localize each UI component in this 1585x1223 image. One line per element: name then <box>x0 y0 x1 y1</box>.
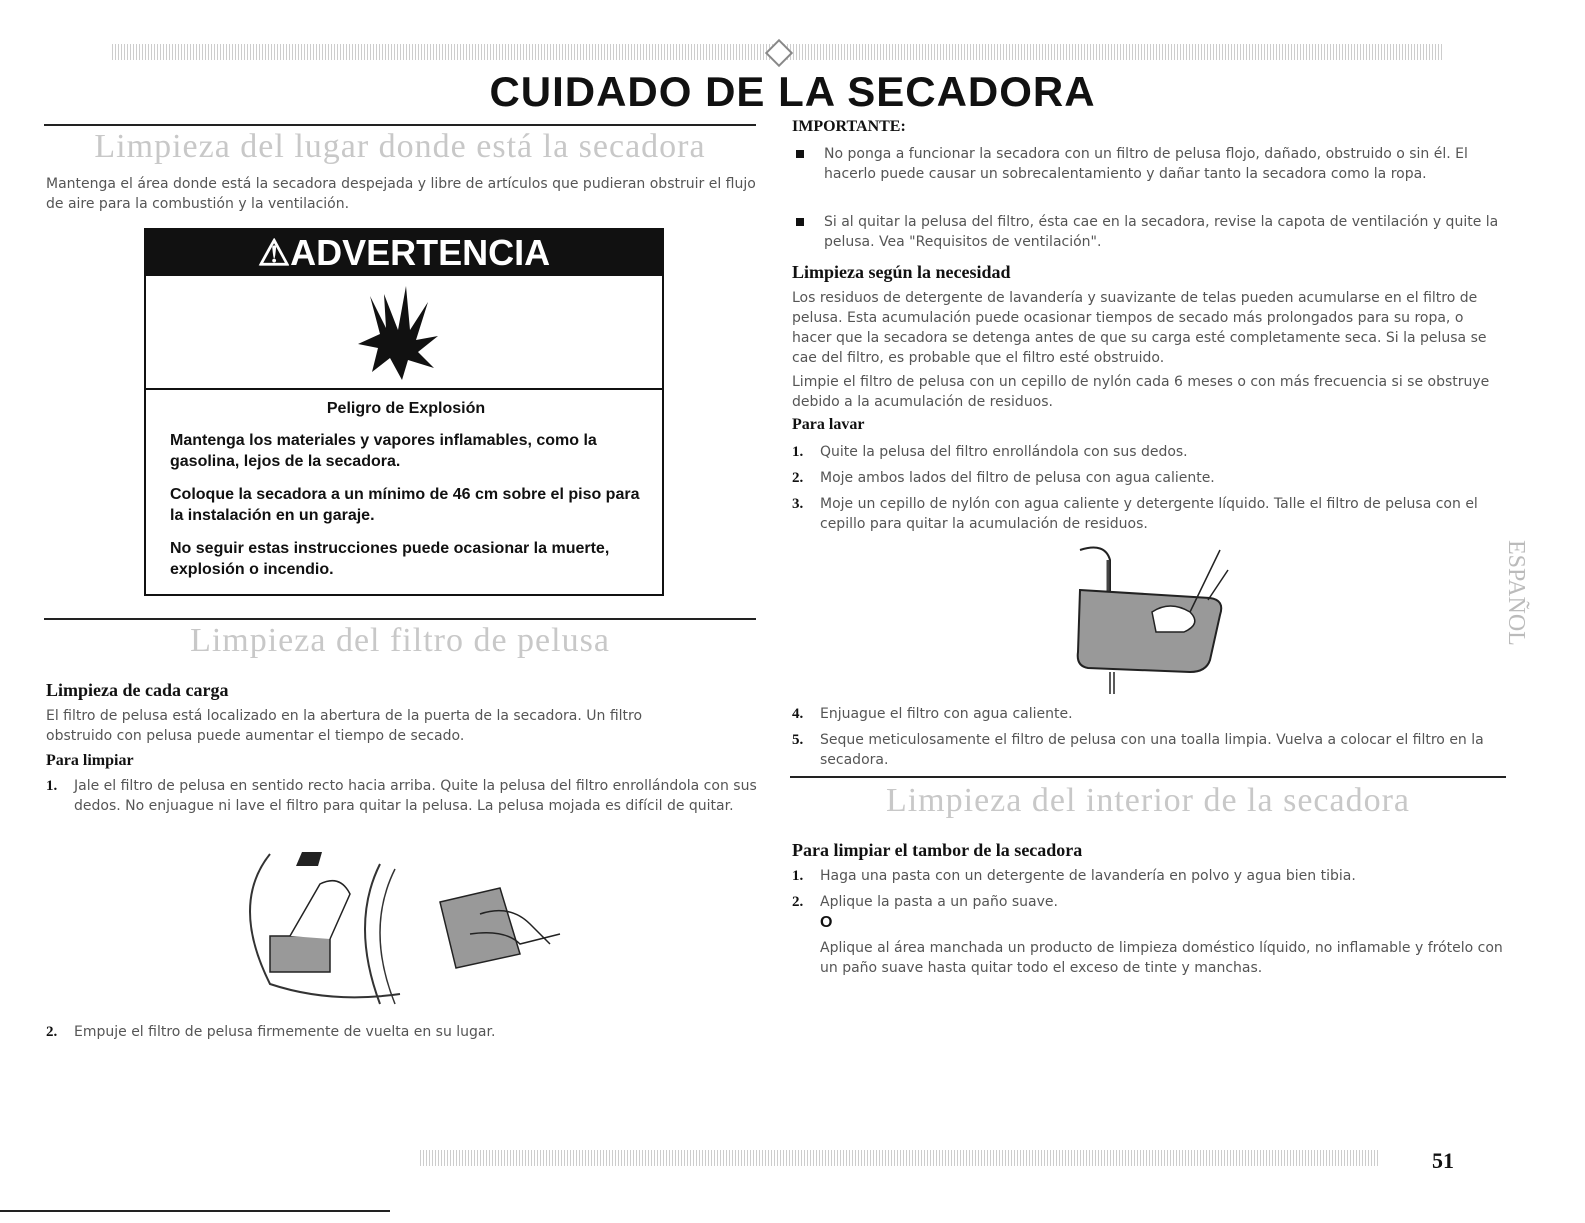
bullet-text: No ponga a funcionar la secadora con un filtro de pelusa flojo, dañado, obstruido o sin él. El hacerlo puede causar un sobrecalentamiento y dañar tanto la secadora como la ropa. <box>824 146 1468 182</box>
list-item <box>792 468 1504 488</box>
list-item <box>792 494 1504 534</box>
warning-line: Mantenga los materiales y vapores inflamables, como la gasolina, lejos de la secadora. <box>170 432 597 470</box>
filter-washing-illustration <box>1060 540 1240 700</box>
warning-header <box>146 230 662 276</box>
page-edge-line <box>0 1210 390 1212</box>
list-item <box>792 704 1504 724</box>
step-number: 2. <box>792 894 804 910</box>
step-text: Enjuague el filtro con agua caliente. <box>820 706 1073 722</box>
list-item <box>46 1022 758 1042</box>
warning-box <box>144 228 664 596</box>
section-divider <box>44 124 756 126</box>
section-title-interior: Limpieza del interior de la secadora <box>885 782 1411 819</box>
step-text: Jale el filtro de pelusa en sentido recto hacia arriba. Quite la pelusa del filtro enrollándola con sus dedos. No enjuague ni lave el filtro para quitar la pelusa. La pelusa mojada es difícil de quitar. <box>74 778 757 814</box>
list-item <box>796 144 1508 204</box>
warning-header-label: ADVERTENCIA <box>290 232 551 273</box>
warning-icon-area <box>146 276 662 390</box>
step-text: Quite la pelusa del filtro enrollándola con sus dedos. <box>820 444 1188 460</box>
subheading-to-wash: Para lavar <box>792 416 865 433</box>
square-bullet-icon <box>796 218 804 226</box>
step-text: Seque meticulosamente el filtro de pelusa con una toalla limpia. Vuelva a colocar el filtro en la secadora. <box>820 732 1484 768</box>
step-number: 2. <box>792 470 804 486</box>
list-item <box>792 442 1504 462</box>
list-item <box>792 866 1504 886</box>
page-title: CUIDADO DE LA SECADORA <box>489 68 1096 115</box>
each-load-paragraph: El filtro de pelusa está localizado en la abertura de la puerta de la secadora. Un filtro obstruido con pelusa puede aumentar el tiempo de secado. <box>46 708 643 744</box>
step-number: 1. <box>792 868 804 884</box>
as-needed-paragraph-2: Limpie el filtro de pelusa con un cepillo de nylón cada 6 meses o con más frecuencia si se obstruye debido a la acumulación de residuos. <box>792 374 1490 410</box>
section-title-location: Limpieza del lugar donde está la secadora <box>94 128 706 165</box>
warning-line: Coloque la secadora a un mínimo de 46 cm sobre el piso para la instalación en un garaje. <box>170 486 640 524</box>
section-divider <box>790 776 1506 778</box>
location-paragraph: Mantenga el área donde está la secadora despejada y libre de artículos que pudieran obstruir el flujo de aire para la combustión y la ventilación. <box>46 176 756 212</box>
step-text: Moje un cepillo de nylón con agua caliente y detergente líquido. Talle el filtro de pelusa con el cepillo para quitar la acumulación de residuos. <box>820 496 1478 532</box>
list-item <box>46 776 758 840</box>
language-tab-label: ESPAÑOL <box>1503 540 1529 646</box>
explosion-icon <box>146 276 662 388</box>
section-divider <box>44 618 756 620</box>
page-number: 51 <box>1432 1148 1454 1173</box>
bullet-text: Si al quitar la pelusa del filtro, ésta cae en la secadora, revise la capota de ventilación y quite la pelusa. Vea "Requisitos de ventilación". <box>824 214 1499 250</box>
square-bullet-icon <box>796 150 804 158</box>
subheading-as-needed: Limpieza según la necesidad <box>792 262 1011 282</box>
subheading-drum: Para limpiar el tambor de la secadora <box>792 840 1083 860</box>
step-number: 1. <box>792 444 804 460</box>
or-label: O <box>820 914 833 931</box>
warning-line: No seguir estas instrucciones puede ocasionar la muerte, explosión o incendio. <box>170 540 610 578</box>
as-needed-paragraph-1: Los residuos de detergente de lavandería y suavizante de telas pueden acumularse en el filtro de pelusa. Esta acumulación puede ocasionar tiempos de secado más prolongados para su ropa, o hacer que la secadora se detenga antes de que su carga esté completamente seca. Si la pelusa se cae del filtro, es probable que el filtro esté obstruido. <box>792 290 1487 366</box>
bottom-decorative-band <box>420 1150 1380 1166</box>
section-title-lint-filter: Limpieza del filtro de pelusa <box>190 622 610 659</box>
alternative-text: Aplique al área manchada un producto de limpieza doméstico líquido, no inflamable y frótelo con un paño suave hasta quitar todo el exceso de tinte y manchas. <box>820 940 1503 976</box>
warning-text <box>170 400 642 580</box>
subheading-each-load: Limpieza de cada carga <box>46 680 229 700</box>
language-tab <box>1505 540 1535 646</box>
step-number: 2. <box>46 1024 58 1040</box>
warning-triangle-icon: ⚠ <box>257 232 291 273</box>
hazard-title: Peligro de Explosión <box>326 400 486 417</box>
subheading-to-clean: Para limpiar <box>46 752 134 769</box>
step-number: 3. <box>792 496 804 512</box>
step-number: 1. <box>46 778 58 794</box>
list-item <box>792 730 1504 770</box>
step-text: Moje ambos lados del filtro de pelusa con agua caliente. <box>820 470 1215 486</box>
list-item <box>792 892 1504 912</box>
important-label: IMPORTANTE: <box>792 118 906 135</box>
step-number: 4. <box>792 706 804 722</box>
step-text: Haga una pasta con un detergente de lavandería en polvo y agua bien tibia. <box>820 868 1356 884</box>
step-text: Aplique la pasta a un paño suave. <box>820 894 1058 910</box>
list-item <box>796 212 1508 252</box>
step-text: Empuje el filtro de pelusa firmemente de vuelta en su lugar. <box>74 1024 496 1040</box>
step-number: 5. <box>792 732 804 748</box>
dryer-filter-illustration <box>230 844 570 1014</box>
